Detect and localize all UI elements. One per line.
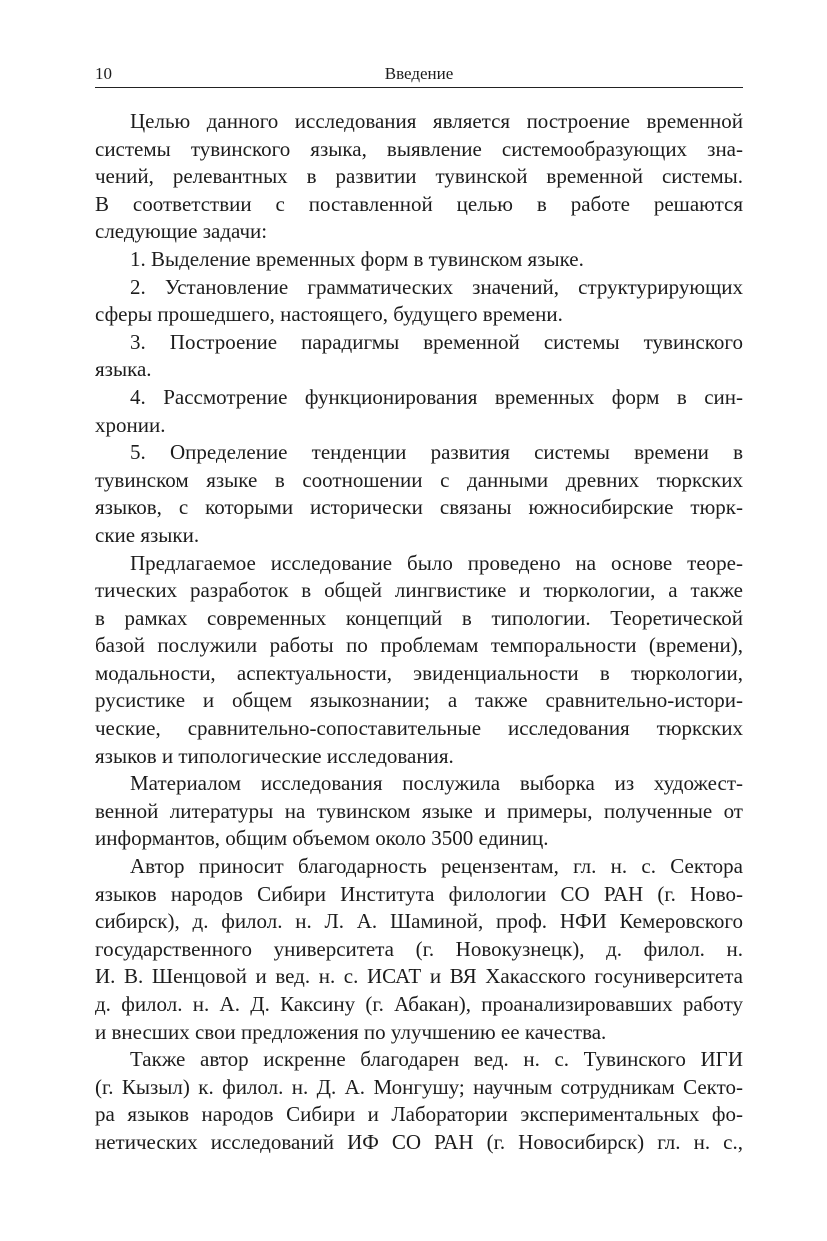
text-line: Также автор искренне благодарен вед. н. с. Тувинского ИГИ (130, 1047, 743, 1072)
text-line: 4. Рассмотрение функционирования временных форм в син- (130, 384, 743, 409)
text-line: и внесших свои предложения по улучшению ее качества. (95, 1019, 607, 1044)
page-number: 10 (95, 64, 112, 83)
text-line: (г. Кызыл) к. филол. н. Д. А. Монгушу; научным сотрудникам Секто- (95, 1074, 743, 1099)
text-line: Предлагаемое исследование было проведено на основе теоре- (130, 550, 743, 575)
text-line: языков народов Сибири Института филологии СО РАН (г. Ново- (95, 881, 743, 906)
text-line: ра языков народов Сибири и Лаборатории экспериментальных фо- (95, 1102, 743, 1127)
text-line: языков и типологические исследования. (95, 743, 454, 768)
text-line: 1. Выделение временных форм в тувинском языке. (130, 246, 584, 271)
text-line: хронии. (95, 412, 166, 437)
text-line: следующие задачи: (95, 219, 268, 244)
text-line: 5. Определение тенденции развития системы времени в (130, 440, 743, 465)
text-line: языка. (95, 357, 152, 382)
text-line: сибирск), д. филол. н. Л. А. Шаминой, проф. НФИ Кемеровского (95, 909, 743, 934)
text-line: 3. Построение парадигмы временной системы тувинского (130, 329, 743, 354)
text-line: в рамках современных концепций в типологии. Теоретической (95, 605, 743, 630)
text-line: русистике и общем языкознании; а также сравнительно-истори- (95, 688, 743, 713)
text-line: Целью данного исследования является построение временной (130, 109, 743, 133)
running-header (95, 60, 743, 88)
text-line: нетических исследований ИФ СО РАН (г. Новосибирск) гл. н. с., (95, 1129, 743, 1154)
chapter-title: Введение (384, 64, 454, 83)
body-text (95, 108, 743, 1157)
text-line: базой послужили работы по проблемам темпоральности (времени), (95, 633, 743, 658)
text-line: Автор приносит благодарность рецензентам, гл. н. с. Сектора (130, 854, 743, 879)
text-line: 2. Установление грамматических значений, структурирующих (130, 274, 743, 299)
text-line: сферы прошедшего, настоящего, будущего времени. (95, 302, 563, 327)
text-line: государственного университета (г. Новокузнецк), д. филол. н. (95, 936, 743, 961)
text-line: языков, с которыми исторически связаны южносибирские тюрк- (95, 495, 743, 520)
text-line: Материалом исследования послужила выборка из художест- (130, 771, 743, 796)
text-line: тических разработок в общей лингвистике и тюркологии, а также (95, 578, 743, 603)
text-line: венной литературы на тувинском языке и примеры, полученные от (95, 798, 743, 823)
text-line: В соответствии с поставленной целью в работе решаются (95, 191, 743, 216)
text-line: ские языки. (95, 522, 200, 547)
text-line: тувинском языке в соотношении с данными древних тюркских (95, 467, 743, 492)
text-line: д. филол. н. А. Д. Каксину (г. Абакан), проанализировавших работу (95, 992, 743, 1016)
text-line: ческие, сравнительно-сопоставительные исследования тюркских (95, 716, 743, 741)
text-line: модальности, аспектуальности, эвиденциальности в тюркологии, (95, 660, 743, 685)
text-line: И. В. Шенцовой и вед. н. с. ИСАТ и ВЯ Хакасского госуниверситета (95, 964, 743, 989)
text-line: информантов, общим объемом около 3500 единиц. (95, 826, 549, 851)
text-line: системы тувинского языка, выявление системообразующих зна- (95, 136, 743, 161)
text-line: чений, релевантных в развитии тувинской временной системы. (95, 164, 743, 189)
